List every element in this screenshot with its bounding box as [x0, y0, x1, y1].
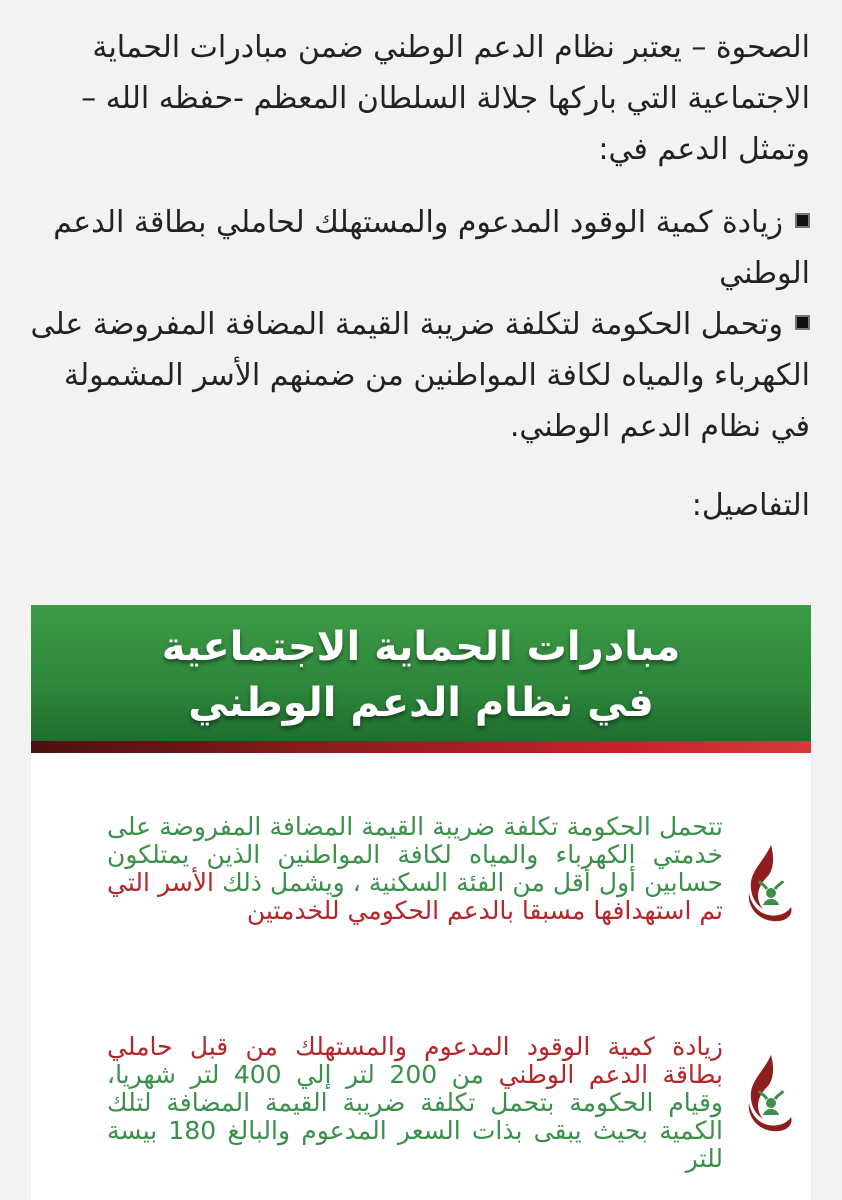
- article-bullet-text: زيادة كمية الوقود المدعوم والمستهلك لحاملي بطاقة الدعم الوطني: [53, 205, 810, 291]
- infographic-item-green-text: من 200 لتر إلي 400 لتر شهريا، وقيام الحكومة بتحمل تكلفة ضريبة القيمة المضافة لتلك الكمية بحيث يبقى بذات السعر المدعوم والبالغ 180 بيسة للتر: [107, 1060, 723, 1173]
- square-bullet-icon: [795, 315, 810, 330]
- infographic-image: [31, 605, 811, 1200]
- article-bullet-item: [28, 299, 810, 452]
- infographic-title-line2: في نظام الدعم الوطني: [188, 680, 654, 726]
- infographic-title-line1: مبادرات الحماية الاجتماعية: [161, 624, 681, 670]
- infographic-item-green-text: تتحمل الحكومة تكلفة ضريبة القيمة المضافة المفروضة على خدمتي الكهرباء والمياه لكافة المواطنين الذين يمتلكون حسابين أول أقل من الفئة السكنية ، ويشمل ذلك: [107, 812, 723, 897]
- article-intro: الصحوة – يعتبر نظام الدعم الوطني ضمن مبادرات الحماية الاجتماعية التي باركها جلالة السلطان المعظم -حفظه الله – وتمثل الدعم في:: [81, 30, 810, 167]
- national-support-logo-icon: [741, 1053, 793, 1135]
- infographic-item: [107, 1033, 723, 1173]
- square-bullet-icon: [795, 213, 810, 228]
- infographic-item-red-text: زيادة كمية الوقود المدعوم والمستهلك من قبل حاملي بطاقة الدعم الوطني: [107, 1032, 723, 1089]
- infographic-red-divider: [31, 741, 811, 753]
- article: [28, 0, 810, 531]
- article-bullet-text: وتحمل الحكومة لتكلفة ضريبة القيمة المضافة المفروضة على الكهرباء والمياه لكافة المواطنين من ضمنهم الأسر المشمولة في نظام الدعم الوطني.: [30, 307, 810, 444]
- infographic-item-red-text: الأسر التي تم استهدافها مسبقا بالدعم الحكومي للخدمتين: [107, 868, 723, 925]
- national-support-logo-icon: [741, 843, 793, 925]
- article-bullet-item: [28, 197, 810, 299]
- details-label: التفاصيل:: [691, 488, 810, 523]
- article-bullet-list: [28, 197, 810, 452]
- infographic-item: [107, 813, 723, 925]
- infographic-header: [31, 605, 811, 741]
